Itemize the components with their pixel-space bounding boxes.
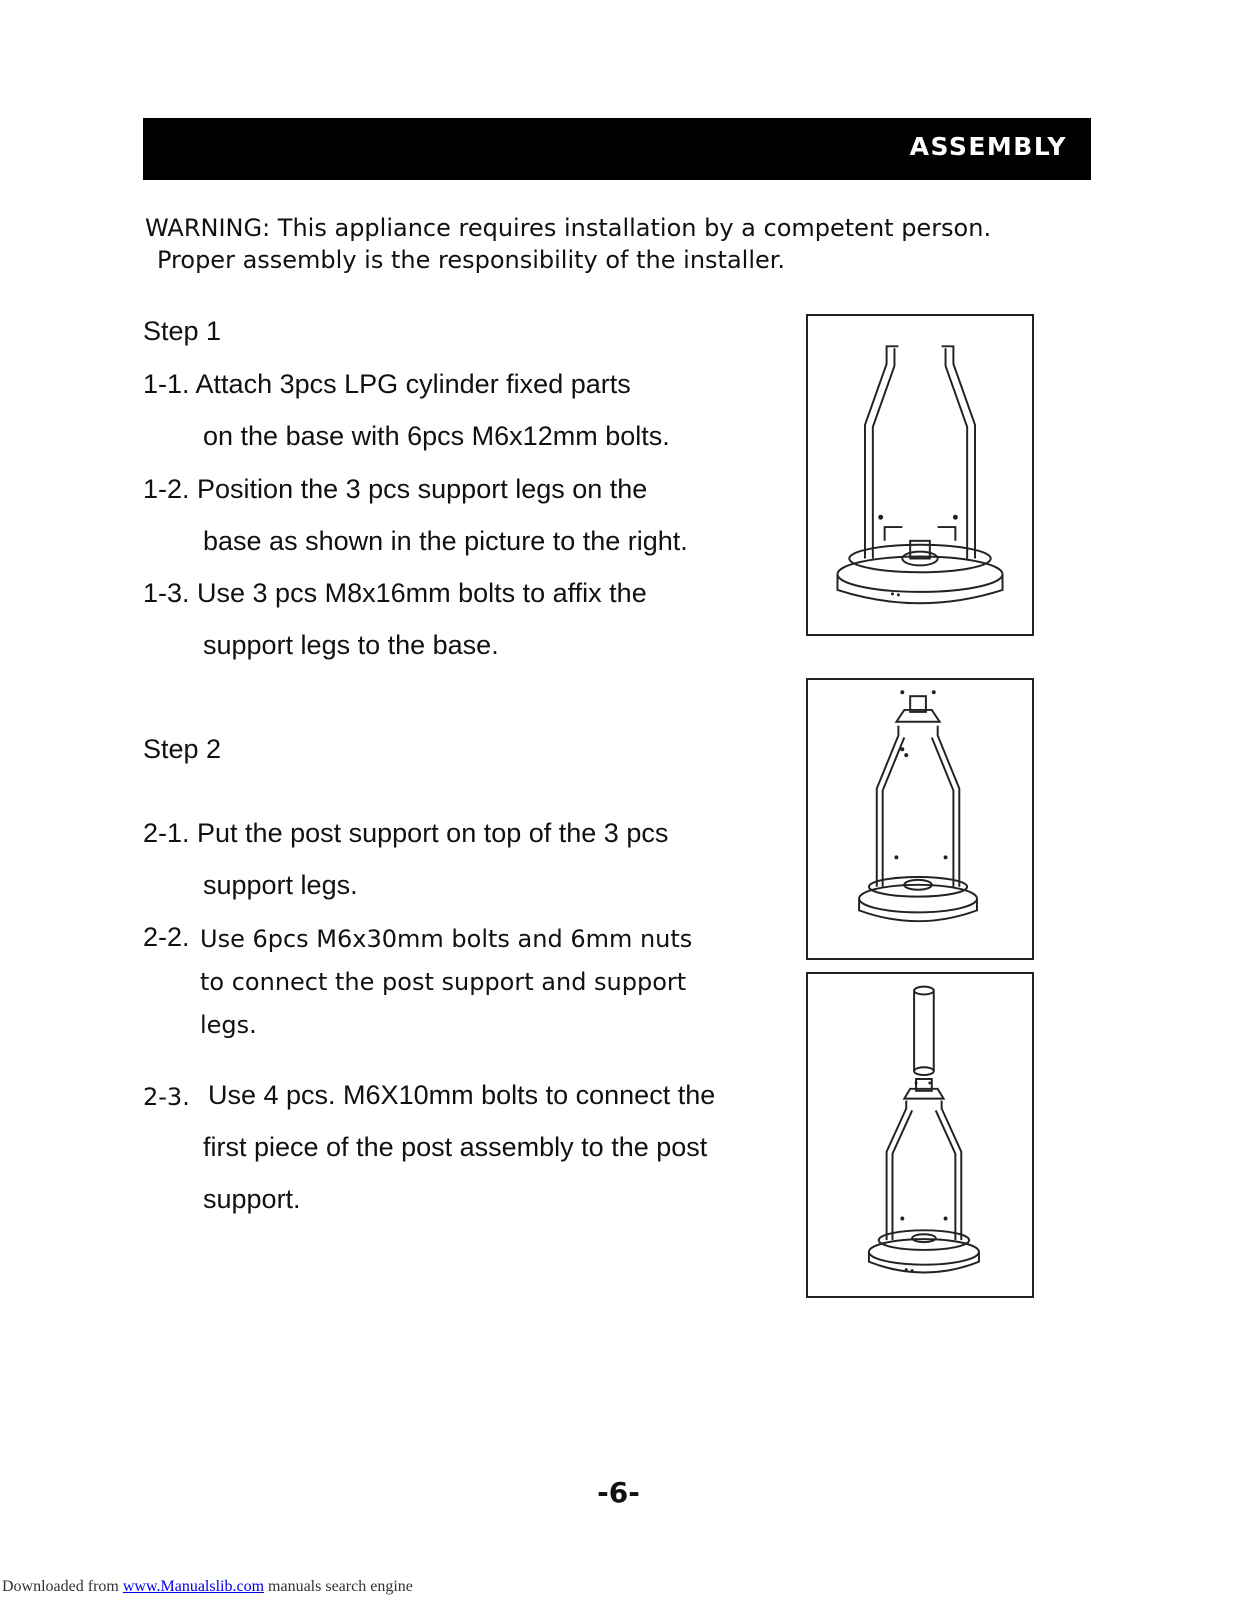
footer-suffix: manuals search engine (268, 1578, 413, 1595)
post-assembly-diagram (808, 974, 1032, 1296)
step1-title: Step 1 (143, 316, 222, 346)
step2-item3-line1: Use 4 pcs. M6X10mm bolts to connect the (208, 1080, 716, 1110)
step1-item1: 1-1. Attach 3pcs LPG cylinder fixed parts (143, 369, 631, 399)
heater-base-legs-diagram (808, 316, 1032, 634)
step2-item2-number: 2-2. (143, 922, 190, 952)
page-number: -6- (597, 1476, 640, 1509)
step1-item2-cont: base as shown in the picture to the right. (203, 526, 688, 556)
step2-item2-line2: to connect the post support and support (200, 968, 687, 996)
figure-step2-post (806, 972, 1034, 1298)
step2-item3-number: 2-3. (143, 1083, 190, 1111)
step2-title: Step 2 (143, 734, 222, 764)
warning-line-1: WARNING: This appliance requires installation by a competent person. (145, 214, 992, 242)
warning-text (145, 212, 1105, 276)
footer-prefix: Downloaded from (2, 1578, 119, 1595)
step1-item3-cont: support legs to the base. (203, 630, 499, 660)
step2-item1: 2-1. Put the post support on top of the 3 pcs (143, 818, 669, 848)
figure-step1 (806, 314, 1034, 636)
section-title: ASSEMBLY (909, 132, 1067, 161)
step1-item1-cont: on the base with 6pcs M6x12mm bolts. (203, 421, 670, 451)
step2-item3-line3: support. (203, 1184, 301, 1214)
step2-item1-cont: support legs. (203, 870, 358, 900)
footer (2, 1578, 413, 1596)
step2-item3-line2: first piece of the post assembly to the post (203, 1132, 708, 1162)
step1-item3: 1-3. Use 3 pcs M8x16mm bolts to affix the (143, 578, 647, 608)
footer-link[interactable]: www.Manualslib.com (122, 1578, 265, 1595)
figure-step2-post-support (806, 678, 1034, 960)
section-header-bar (143, 118, 1091, 180)
step2-item2-line3: legs. (200, 1011, 257, 1039)
post-support-diagram (808, 680, 1032, 958)
step2-item2-line1: Use 6pcs M6x30mm bolts and 6mm nuts (200, 925, 693, 953)
warning-line-2: Proper assembly is the responsibility of the installer. (157, 246, 786, 274)
step1-item2: 1-2. Position the 3 pcs support legs on the (143, 474, 648, 504)
